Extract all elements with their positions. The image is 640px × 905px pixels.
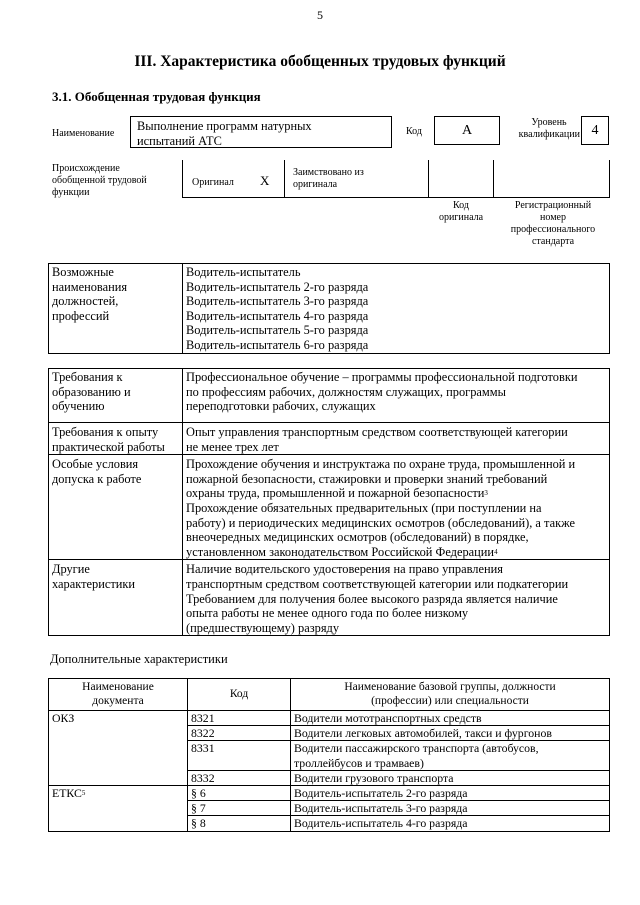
table-row <box>49 455 610 560</box>
other-value-line: (предшествующему) разряду <box>186 620 340 635</box>
level-value: 4 <box>581 116 609 145</box>
code-cell: § 7 <box>188 801 291 816</box>
special-value-line <box>186 545 606 560</box>
code-value: А <box>434 116 500 145</box>
code-cell: 8321 <box>188 711 291 726</box>
borrowed-label-line: оригинала <box>293 179 338 190</box>
doc-okz: ОКЗ <box>49 711 188 786</box>
other-label-line: характеристики <box>52 576 136 591</box>
reg-number-line: номер <box>540 212 566 223</box>
code-cell: § 8 <box>188 816 291 831</box>
name-cell: Водитель-испытатель 2-го разряда <box>291 786 610 801</box>
subsection-title: 3.1. Обобщенная трудовая функция <box>52 89 261 104</box>
col-header-code: Код <box>188 679 291 711</box>
col-header-line: Наименование <box>82 681 154 693</box>
name-value-line: Выполнение программ натурных <box>137 119 312 133</box>
position-item: Водитель-испытатель 2-го разряда <box>186 279 369 294</box>
experience-label <box>49 423 183 455</box>
divider <box>493 160 494 198</box>
code-label: Код <box>406 126 422 137</box>
special-value-line: Прохождение обязательных предварительных (при поступлении на <box>186 500 542 515</box>
education-value <box>183 369 610 423</box>
experience-value-line: не менее трех лет <box>186 439 279 454</box>
reg-number-label <box>496 200 610 248</box>
positions-label-line: должностей, <box>52 294 119 309</box>
special-value-line: пожарной безопасности, стажировки и проверки знаний требований <box>186 471 548 486</box>
table-row <box>49 423 610 455</box>
divider <box>428 160 429 198</box>
footnote-ref: 4 <box>494 547 498 556</box>
name-cell-line: Водители пассажирского транспорта (автобусов, <box>294 741 539 756</box>
education-value-line: Профессиональное обучение – программы профессиональной подготовки <box>186 370 578 384</box>
additional-table <box>48 678 610 832</box>
col-header-doc <box>49 679 188 711</box>
positions-table <box>48 263 610 354</box>
original-mark: X <box>260 173 270 188</box>
table-row <box>49 560 610 636</box>
code-cell: 8331 <box>188 741 291 770</box>
reg-number-line: стандарта <box>531 236 575 247</box>
special-label-line: Особые условия <box>52 457 139 472</box>
code-original-line: Код <box>453 200 469 211</box>
page-number: 5 <box>317 8 323 22</box>
level-label-line: Уровень <box>531 117 567 128</box>
origin-label-line: обобщенной трудовой <box>52 175 147 186</box>
footnote-ref: 3 <box>484 489 488 498</box>
other-label-line: Другие <box>52 562 90 577</box>
position-item: Водитель-испытатель 4-го разряда <box>186 308 369 323</box>
code-cell: § 6 <box>188 786 291 801</box>
origin-label-line: Происхождение <box>52 163 120 174</box>
position-item: Водитель-испытатель 3-го разряда <box>186 294 369 309</box>
positions-label-line: профессий <box>52 308 110 323</box>
divider <box>609 160 610 198</box>
experience-label-line: практической работы <box>52 439 165 454</box>
special-value-line: работу) и периодических медицинских осмотров (обследований), а также <box>186 515 575 530</box>
table-row <box>49 679 610 711</box>
level-label <box>504 117 580 141</box>
code-original-label <box>428 200 494 224</box>
special-label <box>49 455 183 560</box>
original-label: Оригинал <box>192 177 234 188</box>
position-item: Водитель-испытатель 5-го разряда <box>186 323 369 338</box>
level-label-line: квалификации <box>518 129 580 140</box>
education-value-line: переподготовки рабочих, служащих <box>186 399 376 414</box>
special-value-line: внеочередных медицинских осмотров (обследований) в порядке, <box>186 530 529 545</box>
name-cell: Водители мототранспортных средств <box>291 711 610 726</box>
borrowed-label-line: Заимствовано из <box>293 167 364 178</box>
code-original-line: оригинала <box>438 212 484 223</box>
name-value-line: испытаний АТС <box>137 133 222 148</box>
doc-etks <box>49 786 188 832</box>
special-value-text: установленном законодательством Российской Федерации <box>186 544 495 559</box>
special-value-text: охраны труда, промышленной и пожарной безопасности <box>186 486 485 501</box>
divider <box>284 160 285 198</box>
borrowed-label <box>293 167 364 191</box>
origin-frame <box>182 160 610 198</box>
position-item: Водитель-испытатель 6-го разряда <box>186 337 369 352</box>
education-label-line: Требования к <box>52 370 123 384</box>
other-value <box>183 560 610 636</box>
education-label-line: обучению <box>52 399 105 414</box>
name-value-box <box>130 116 392 148</box>
col-header-line: (профессии) или специальности <box>371 694 529 707</box>
code-cell: 8332 <box>188 770 291 785</box>
education-label-line: образованию и <box>52 384 131 399</box>
special-value-line <box>186 486 606 501</box>
other-value-line: транспортным средством соответствующей категории или подкатегории <box>186 576 569 591</box>
other-value-line: Требованием для получения более высокого разряда является наличие <box>186 591 558 606</box>
special-value-line: Прохождение обучения и инструктажа по охране труда, промышленной и <box>186 457 576 472</box>
other-value-line: опыта работы не менее одного года по более низкому <box>186 606 469 621</box>
positions-values <box>183 264 610 354</box>
positions-label-line: наименования <box>52 279 128 294</box>
origin-label <box>52 163 147 199</box>
reg-number-line: Регистрационный <box>514 200 592 211</box>
experience-value-line: Опыт управления транспортным средством соответствующей категории <box>186 425 568 439</box>
education-value-line: по профессиям рабочих, должностям служащих, программы <box>186 384 506 399</box>
table-row <box>49 711 610 726</box>
name-cell: Водители грузового транспорта <box>291 770 610 785</box>
special-value <box>183 455 610 560</box>
experience-value <box>183 423 610 455</box>
other-label <box>49 560 183 636</box>
reg-number-line: профессионального <box>510 224 596 235</box>
code-cell: 8322 <box>188 726 291 741</box>
name-cell <box>291 741 610 770</box>
other-value-line: Наличие водительского удостоверения на право управления <box>186 562 503 577</box>
footnote-ref: 5 <box>81 789 86 798</box>
special-label-line: допуска к работе <box>52 471 142 486</box>
position-item: Водитель-испытатель <box>186 265 301 279</box>
additional-title: Дополнительные характеристики <box>50 652 228 666</box>
education-label <box>49 369 183 423</box>
requirements-table <box>48 368 610 636</box>
table-row <box>49 264 610 354</box>
col-header-name <box>291 679 610 711</box>
name-label: Наименование <box>52 128 115 139</box>
origin-label-line: функции <box>52 187 90 198</box>
name-cell-line: троллейбусов и трамваев) <box>294 755 424 770</box>
name-cell: Водитель-испытатель 4-го разряда <box>291 816 610 831</box>
col-header-line: документа <box>92 694 144 707</box>
name-cell: Водитель-испытатель 3-го разряда <box>291 801 610 816</box>
name-cell: Водители легковых автомобилей, такси и фургонов <box>291 726 610 741</box>
positions-label <box>49 264 183 354</box>
experience-label-line: Требования к опыту <box>52 425 159 439</box>
col-header-line: Наименование базовой группы, должности <box>344 681 556 693</box>
table-row <box>49 369 610 423</box>
section-title: III. Характеристика обобщенных трудовых функций <box>134 53 506 70</box>
doc-etks-text: ЕТКС <box>52 786 82 801</box>
positions-label-line: Возможные <box>52 265 114 279</box>
table-row <box>49 786 610 801</box>
